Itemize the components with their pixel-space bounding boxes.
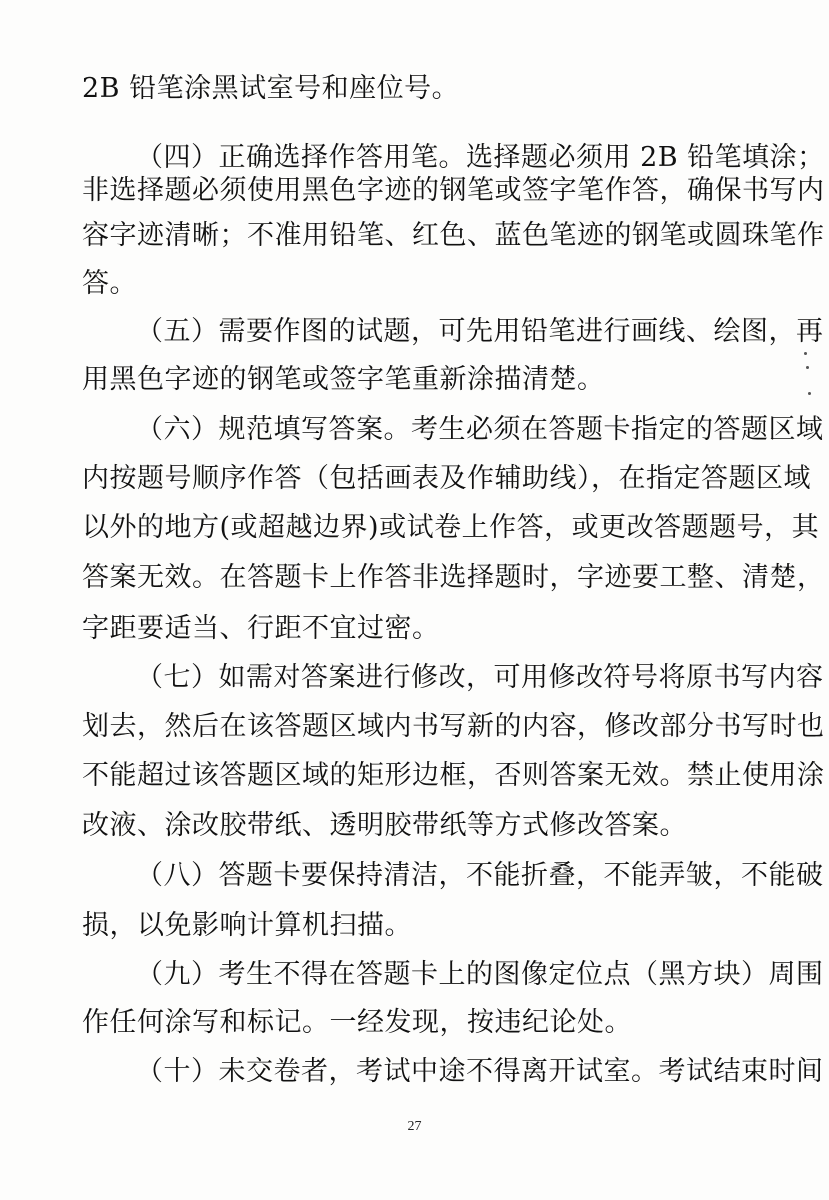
text-line: 非选择题必须使用黑色字迹的钢笔或签字笔作答，确保书写内 (82, 175, 825, 206)
scan-speck (804, 352, 807, 355)
text-line: （八）答题卡要保持清洁，不能折叠，不能弄皱，不能破 (136, 860, 824, 891)
text-line: 2B 铅笔涂黑试室号和座位号。 (82, 73, 460, 104)
text-line: 内按题号顺序作答（包括画表及作辅助线），在指定答题区域 (82, 463, 811, 494)
scan-speck (808, 392, 811, 395)
text-line: 改液、涂改胶带纸、透明胶带纸等方式修改答案。 (82, 810, 687, 841)
scan-speck (806, 366, 809, 369)
page-number: 27 (407, 1119, 422, 1134)
text-line: （四）正确选择作答用笔。选择题必须用 2B 铅笔填涂； (136, 142, 825, 173)
text-line: 作任何涂写和标记。一经发现，按违纪论处。 (82, 1007, 632, 1038)
text-line: 字距要适当、行距不宜过密。 (82, 613, 440, 644)
text-line: 不能超过该答题区域的矩形边框，否则答案无效。禁止使用涂 (82, 760, 825, 791)
text-line: 损，以免影响计算机扫描。 (82, 910, 412, 941)
text-line: 答。 (82, 268, 137, 299)
text-line: （五）需要作图的试题，可先用铅笔进行画线、绘图，再 (136, 316, 824, 347)
text-line: （六）规范填写答案。考生必须在答题卡指定的答题区域 (136, 414, 824, 445)
text-line: （十）未交卷者，考试中途不得离开试室。考试结束时间 (136, 1056, 824, 1087)
text-line: 答案无效。在答题卡上作答非选择题时，字迹要工整、清楚， (82, 562, 825, 593)
text-line: 以外的地方(或超越边界)或试卷上作答，或更改答题题号，其 (82, 512, 820, 543)
text-line: 容字迹清晰；不准用铅笔、红色、蓝色笔迹的钢笔或圆珠笔作 (82, 220, 825, 251)
text-line: 用黑色字迹的钢笔或签字笔重新涂描清楚。 (82, 364, 605, 395)
text-line: （九）考生不得在答题卡上的图像定位点（黑方块）周围 (136, 959, 824, 990)
text-line: （七）如需对答案进行修改，可用修改符号将原书写内容 (136, 662, 824, 693)
text-line: 划去，然后在该答题区域内书写新的内容，修改部分书写时也 (82, 711, 825, 742)
